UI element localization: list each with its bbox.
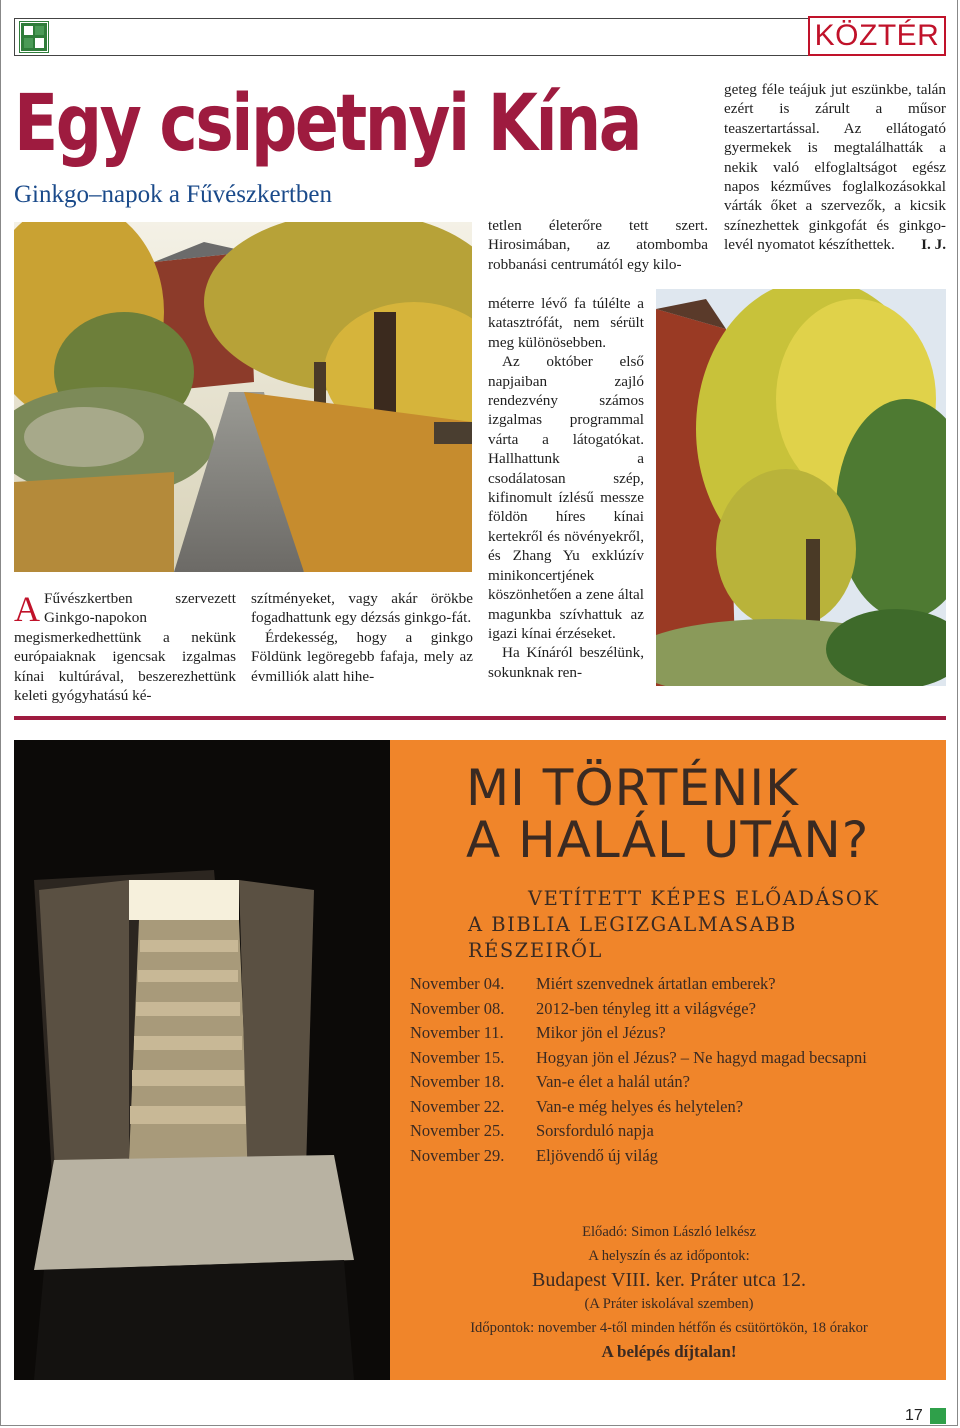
article-paragraph: szítményeket, vagy akár örökbe fogadhattunk egy dézsás ginkgo-fát.	[251, 590, 473, 627]
schedule-date: November 15.	[410, 1047, 505, 1067]
page-marker	[930, 1408, 946, 1424]
drop-cap: A	[14, 589, 40, 629]
ginkgo-photo	[656, 289, 946, 686]
ad-entry: A belépés díjtalan!	[601, 1342, 737, 1361]
author-signature: I. J.	[921, 236, 946, 254]
garden-photo	[14, 222, 472, 572]
schedule-topic: Hogyan jön el Jézus? – Ne hagyd magad becsapni	[536, 1047, 867, 1067]
article-paragraph: Az október első napjaiban zajló rendezvény számos izgalmas programmal várta a látogatókat. Hallhattunk a csodálatosan szép, kifinomult ízlésű messze földön híres kínai kertekről és növényekről, és Zhang Yu exklúzív minikoncertjének köszönhetően a zene által magunkba szívhattuk az igazi kínai érzéseket.	[488, 353, 644, 642]
schedule-topic: Sorsforduló napja	[536, 1121, 654, 1140]
event-advertisement	[14, 740, 946, 1380]
header-bar	[14, 18, 946, 56]
ad-subtitle-line: A BIBLIA LEGIZGALMASABB RÉSZEIRŐL	[468, 913, 797, 962]
schedule-topic: Eljövendő új világ	[536, 1145, 658, 1165]
article-paragraph: Érdekesség, hogy a ginkgo Földünk legöregebb fafaja, mely az évmilliók alatt hihe-	[251, 628, 473, 685]
article-subtitle: Ginkgo–napok a Fűvészkertben	[14, 181, 332, 208]
schedule-date: November 22.	[410, 1096, 505, 1116]
article-column-1	[14, 589, 236, 705]
schedule-date: November 08.	[410, 998, 505, 1018]
schedule-topic: 2012-ben tényleg itt a világvége?	[536, 998, 756, 1018]
article-text: Fűvészkertben szervezett Ginkgo-napokon megismerkedhettünk a nekünk európaiaknak igencsak izgalmas kínai kultúrával, beszerezhettünk keleti gyógyhatású ké-	[14, 590, 236, 705]
ad-footer	[414, 1220, 924, 1364]
ad-times: Időpontok: november 4-től minden hétfőn és csütörtökön, 18 órakor	[470, 1320, 868, 1336]
schedule-date: November 29.	[410, 1145, 505, 1165]
ad-speaker: Előadó: Simon László lelkész	[582, 1224, 756, 1240]
schedule-date: November 25.	[410, 1121, 505, 1140]
ad-subtitle-line: VETÍTETT KÉPES ELŐADÁSOK	[528, 887, 880, 910]
ad-venue-note: (A Práter iskolával szemben)	[584, 1296, 754, 1312]
article-column-2	[251, 589, 473, 686]
ad-venue-label: A helyszín és az időpontok:	[588, 1248, 750, 1264]
schedule-row	[410, 1144, 940, 1169]
schedule-row	[410, 972, 940, 997]
schedule-row	[410, 997, 940, 1022]
section-label: KÖZTÉR	[808, 16, 946, 56]
crest-icon	[20, 22, 48, 52]
page-number: 17	[905, 1407, 923, 1424]
ad-venue: Budapest VIII. ker. Práter utca 12.	[532, 1269, 806, 1291]
ad-title	[466, 759, 926, 869]
schedule-row	[410, 1119, 940, 1144]
article-column-3	[488, 294, 644, 682]
article-paragraph: Ha Kínáról beszélünk, sokunknak ren-	[488, 644, 644, 681]
article-title: Egy csipetnyi Kína	[14, 79, 640, 169]
stairway-photo	[14, 740, 390, 1380]
article-paragraph: tetlen életerőre tett szert. Hirosimában, az atombomba robbanási centrumától egy kilo-	[488, 217, 708, 273]
article-paragraph: méterre lévő fa túlélte a katasztrófát, nem sérült meg különösebben.	[488, 295, 644, 351]
schedule-topic: Miért szenvednek ártatlan emberek?	[536, 974, 776, 993]
schedule-row	[410, 1046, 940, 1071]
article-column-3-top	[488, 216, 708, 274]
ad-title-line: A HALÁL UTÁN?	[466, 811, 870, 869]
article-text: geteg féle teájuk jut eszünkbe, talán ezért is zárult a műsor teaszertartással. Az ellátogató gyermekek is megtalálhatták a nekik való elfoglaltságot egész napos kézműves foglalkozásokkal várták őket a szervezők, a kicsik színezhettek ginkgofát és ginkgo-levél nyomatot készíthettek.	[724, 81, 946, 254]
section-divider	[14, 716, 946, 720]
schedule-topic: Van-e még helyes és helytelen?	[536, 1096, 744, 1116]
schedule-row	[410, 1070, 940, 1095]
schedule-date: November 04.	[410, 974, 505, 993]
article-column-4	[724, 80, 946, 255]
ad-schedule	[410, 972, 940, 1168]
schedule-topic: Van-e élet a halál után?	[536, 1072, 690, 1091]
ad-title-line: MI TÖRTÉNIK	[466, 759, 799, 817]
schedule-row	[410, 1095, 940, 1120]
schedule-date: November 18.	[410, 1072, 505, 1091]
schedule-topic: Mikor jön el Jézus?	[536, 1023, 666, 1042]
schedule-date: November 11.	[410, 1023, 504, 1042]
ad-subtitle	[468, 886, 938, 964]
schedule-row	[410, 1021, 940, 1046]
